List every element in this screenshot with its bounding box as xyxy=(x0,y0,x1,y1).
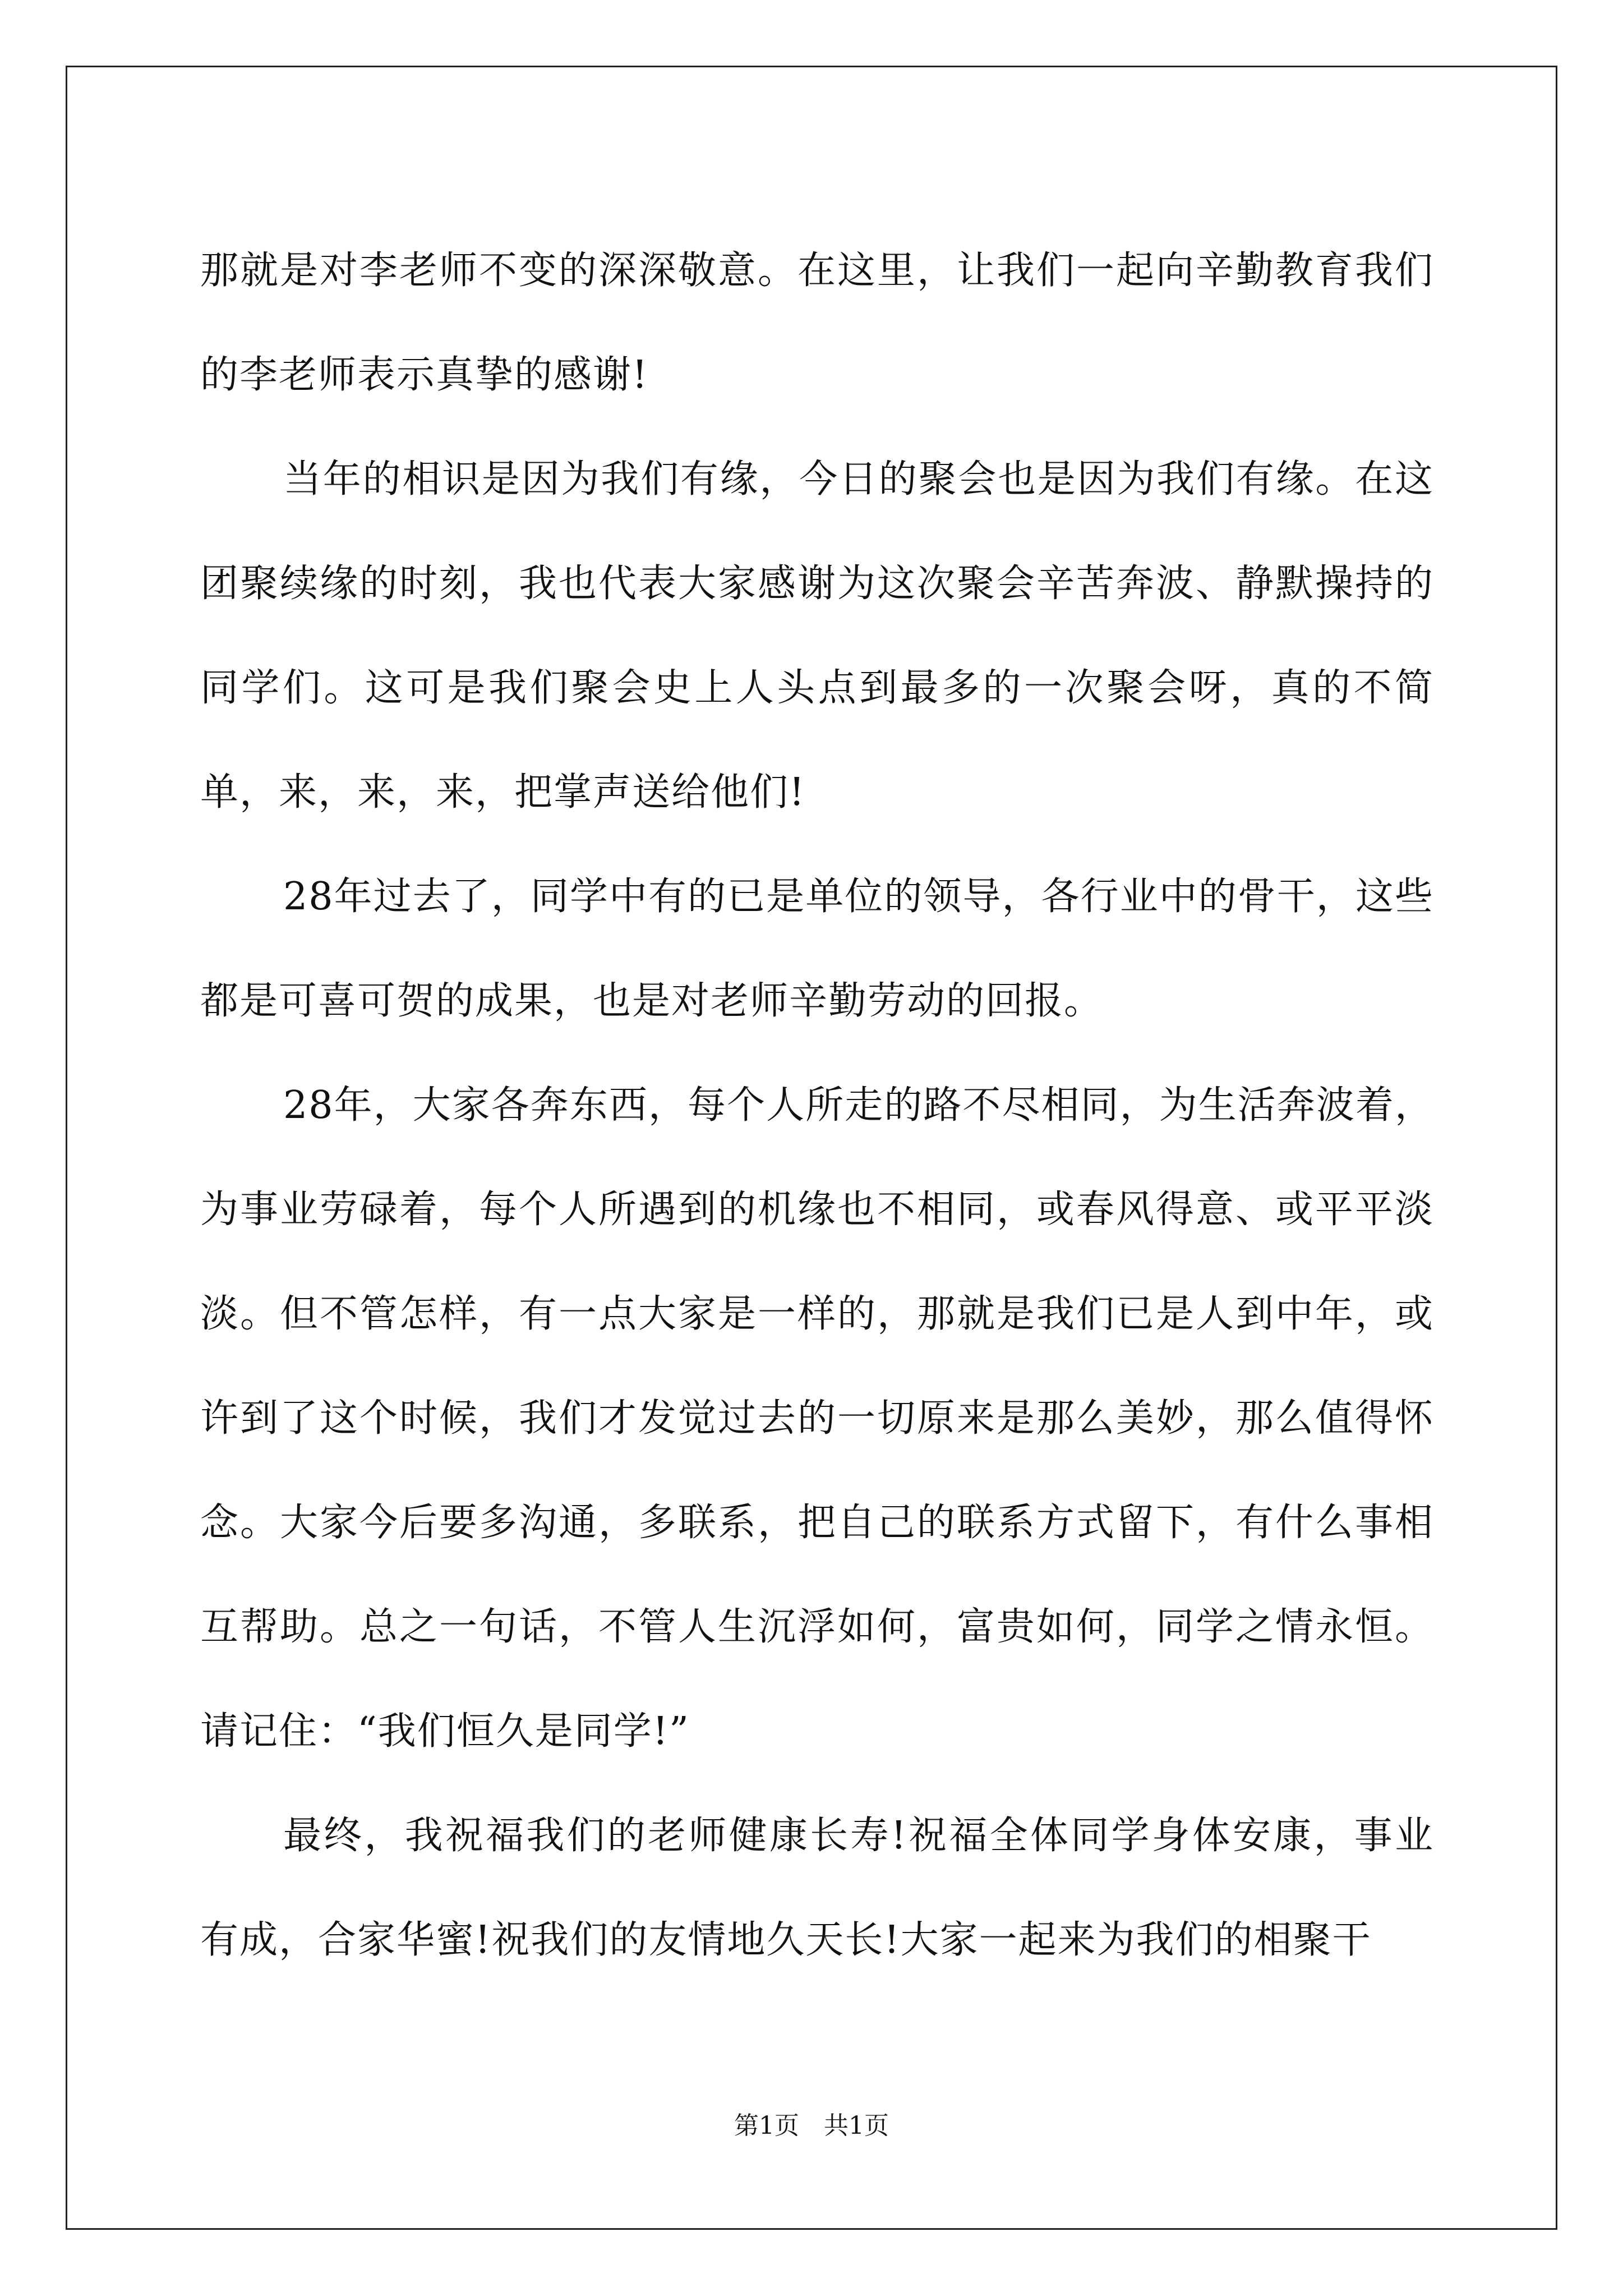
paragraph: 当年的相识是因为我们有缘，今日的聚会也是因为我们有缘。在这团聚续缘的时刻，我也代表大家感谢为这次聚会辛苦奔波、静默操持的同学们。这可是我们聚会史上人头点到最多的一次聚会呀，真的不简单，来，来，来，把掌声送给他们! xyxy=(200,457,1434,815)
paragraph: 28年过去了，同学中有的已是单位的领导，各行业中的骨干，这些都是可喜可贺的成果，也是对老师辛勤劳动的回报。 xyxy=(200,875,1434,1023)
paragraph: 28年，大家各奔东西，每个人所走的路不尽相同，为生活奔波着，为事业劳碌着，每个人所遇到的机缘也不相同，或春风得意、或平平淡淡。但不管怎样，有一点大家是一样的，那就是我们已是人到中年，或许到了这个时候，我们才发觉过去的一切原来是那么美妙，那么值得怀念。大家今后要多沟通，多联系，把自己的联系方式留下，有什么事相互帮助。总之一句话，不管人生沉浮如何，富贵如何，同学之情永恒。请记住：“我们恒久是同学!” xyxy=(200,1083,1434,1754)
paragraph: 那就是对李老师不变的深深敬意。在这里，让我们一起向辛勤教育我们的李老师表示真挚的感谢! xyxy=(200,249,1434,397)
page-footer: 第1页 共1页 xyxy=(734,2111,889,2140)
document-body xyxy=(200,219,1434,1993)
paragraph: 最终，我祝福我们的老师健康长寿!祝福全体同学身体安康，事业有成，合家华蜜!祝我们的友情地久天长!大家一起来为我们的相聚干 xyxy=(200,1814,1434,1962)
